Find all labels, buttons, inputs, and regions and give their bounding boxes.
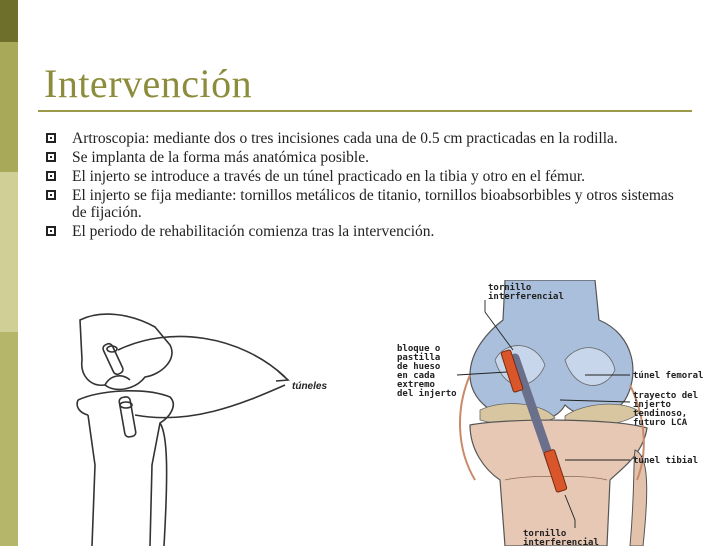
checkbox-bullet-icon [46, 152, 56, 162]
label-tunel-femoral: túnel femoral [633, 371, 704, 381]
side-bar-segment [0, 172, 18, 332]
label-bloque-line: del injerto [397, 389, 457, 399]
knee-anatomy-illustration [460, 280, 647, 546]
list-item [40, 168, 690, 185]
bullet-text: Artroscopia: mediante dos o tres incisiones cada una de 0.5 cm practicadas en la rodilla. [72, 130, 618, 147]
label-bloque-line: extremo [397, 380, 435, 390]
label-bloque-line: bloque o [397, 344, 441, 354]
tuneles-label: túneles [292, 381, 328, 392]
bullet-text: El injerto se introduce a través de un túnel practicado en la tibia y otro en el fémur. [72, 168, 586, 185]
label-interferencial-bottom: interferencial [523, 538, 599, 546]
label-trayecto-line: futuro LCA [633, 418, 688, 428]
bullet-text: Se implanta de la forma más anatómica posible. [72, 149, 369, 166]
label-trayecto-line: tendinoso, [633, 409, 688, 419]
list-item [40, 187, 690, 221]
checkbox-bullet-icon [46, 190, 56, 200]
acl-reconstruction-figure [385, 280, 715, 546]
list-item [40, 149, 690, 166]
bullet-list [40, 130, 690, 242]
knee-tunnels-figure [60, 305, 360, 546]
knee-line-drawing [77, 314, 288, 546]
list-item [40, 223, 690, 240]
checkbox-bullet-icon [46, 226, 56, 236]
label-tornillo-bottom: tornillo [523, 529, 567, 539]
checkbox-bullet-icon [46, 133, 56, 143]
label-trayecto-line: injerto [633, 400, 671, 410]
label-tornillo-top: tornillo [488, 283, 532, 293]
side-bar-segment [0, 0, 18, 42]
bullet-text: El periodo de rehabilitación comienza tras la intervención. [72, 223, 435, 240]
title-divider [38, 110, 692, 112]
label-tunel-tibial: túnel tibial [633, 456, 699, 466]
side-bar-segment [0, 332, 18, 546]
checkbox-bullet-icon [46, 171, 56, 181]
list-item [40, 130, 690, 147]
label-bloque-line: de hueso [397, 362, 441, 372]
label-interferencial-top: interferencial [488, 292, 564, 302]
side-bar-segment [0, 42, 18, 172]
label-bloque-line: pastilla [397, 353, 441, 363]
slide-title: Intervención [44, 61, 253, 106]
label-trayecto-line: trayecto del [633, 391, 699, 401]
label-bloque-line: en cada [397, 371, 435, 381]
bullet-text: El injerto se fija mediante: tornillos metálicos de titanio, tornillos bioabsorbibles y otros sistemas de fijación. [72, 187, 674, 221]
